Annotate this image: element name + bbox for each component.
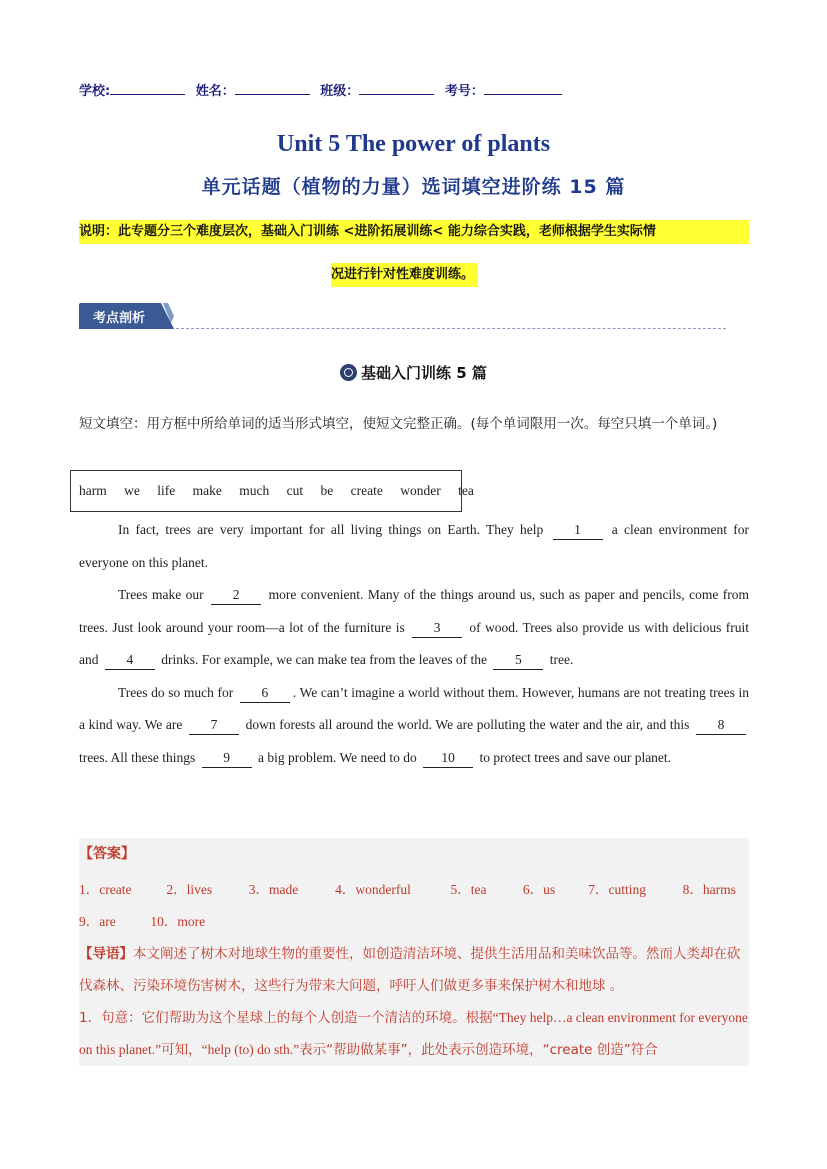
blank-9[interactable]: 9 [202,749,252,768]
note-line-1: 说明：此专题分三个难度层次，基础入门训练 <进阶拓展训练< 能力综合实践，老师根据学生实际情 [79,220,749,244]
answer-heading: 【答案】 [79,846,135,862]
guide-paragraph [79,938,749,1002]
word-item: make [192,483,222,498]
passage-text: . We can’t imagine a world without them. However, humans are not treating trees in a kind way. We are [79,684,749,732]
passage-text: to protect trees and save our planet. [479,749,672,765]
blank-1[interactable]: 1 [553,521,603,540]
class-blank [359,81,434,95]
section-tag-label: 考点剖析 [93,311,146,326]
explanation-text: 表示“帮助做某事”，此处表示创造环境， [299,1042,543,1058]
answer-item: 4．wonderful [335,882,411,897]
blank-2[interactable]: 2 [211,586,261,605]
note-line-2: 况进行针对性难度训练。 [331,263,478,287]
instruction-text: 短文填空：用方框中所给单词的适当形式填空，使短文完整正确。(每个单词限用一次。每空只填一个单词。) [79,416,718,432]
exam-number-label: 考号： [444,84,484,99]
blank-3[interactable]: 3 [412,619,462,638]
passage-text: a clean environment for everyone on this planet. [79,522,749,570]
answer-item: 8．harms [682,882,736,897]
school-blank [110,81,185,95]
blank-5[interactable]: 5 [493,651,543,670]
explanation-item-1 [79,1002,749,1066]
name-label: 姓名： [195,84,235,99]
explanation-text: 1．句意：它们帮助为这个星球上的每个人创造一个清洁的环境。根据 [79,1010,493,1026]
passage-text: down forests all around the world. We are polluting the water and the air, and this [245,717,690,732]
blank-10[interactable]: 10 [423,749,473,768]
word-item: cut [286,483,304,498]
passage-text: of wood. Trees also provide us with delicious fruit and [79,619,749,667]
passage-text: trees. All these things [79,749,196,765]
guide-label: 【导语】 [79,946,133,962]
explanation-quote: “They help…a clean environment for everyone on this planet.” [79,1010,748,1057]
word-box [70,470,474,512]
word-item: we [124,483,140,498]
section-title [0,362,827,383]
answer-item: 2．lives [166,882,213,897]
answer-row-2 [79,910,205,930]
passage-text: In fact, trees are very important for all living things on Earth. They help [118,522,544,537]
passage-text: more convenient. Many of the things around us, such as paper and pencils, come from trees. Just look around your room—a lot of the furniture is [79,587,750,635]
guide-text: 本文阐述了树木对地球生物的重要性，如创造清洁环境、提供生活用品和美味饮品等。然而人类却在砍伐森林、污染环境伤害树木，这些行为带来大问题，呼吁人们做更多事来保护树木和地球 。 [79,946,741,994]
answer-item: 10．more [150,914,206,929]
passage-text: Trees make our [118,587,204,602]
blank-8[interactable]: 8 [696,716,746,735]
word-item: life [157,483,176,498]
exam-number-blank [484,81,562,95]
name-blank [235,81,310,95]
answer-item: 5．tea [450,882,487,897]
word-item: harm [79,483,107,498]
answer-item: 6．us [522,882,556,897]
word-item: create [350,483,383,498]
passage-text: Trees do so much for [118,684,234,700]
passage-paragraph-2 [79,579,749,677]
target-icon [340,364,357,381]
word-item: be [320,483,334,498]
section-title-text: 基础入门训练 5 篇 [361,364,487,382]
word-item: tea [458,483,474,498]
answer-item: 1．create [79,882,132,897]
school-label: 学校: [79,84,111,99]
dashed-divider [176,328,726,329]
passage-paragraph-1 [79,514,749,579]
explanation [79,938,749,1066]
answer-item: 9．are [79,914,116,929]
page-subtitle: 单元话题（植物的力量）选词填空进阶练 15 篇 [201,176,626,198]
passage-text: a big problem. We need to do [257,749,417,765]
blank-6[interactable]: 6 [240,684,290,703]
passage-paragraph-3 [79,677,749,775]
answer-row-1 [79,878,736,898]
word-item: wonder [400,483,441,498]
answer-item: 3．made [248,882,299,897]
passage [79,514,749,774]
passage-text: drinks. For example, we can make tea from the leaves of the [161,652,488,667]
answer-item: 7．cutting [588,882,646,897]
passage-text: tree. [549,652,574,667]
explanation-text: 可知， [161,1042,202,1058]
blank-7[interactable]: 7 [189,716,239,735]
page-title: Unit 5 The power of plants [276,131,551,157]
word-item: much [239,483,270,498]
explanation-text: “create 创造”符合 [542,1042,658,1058]
class-label: 班级： [320,84,360,99]
blank-4[interactable]: 4 [105,651,155,670]
student-info-line [79,80,759,100]
explanation-phrase: “help (to) do sth.” [201,1042,300,1057]
